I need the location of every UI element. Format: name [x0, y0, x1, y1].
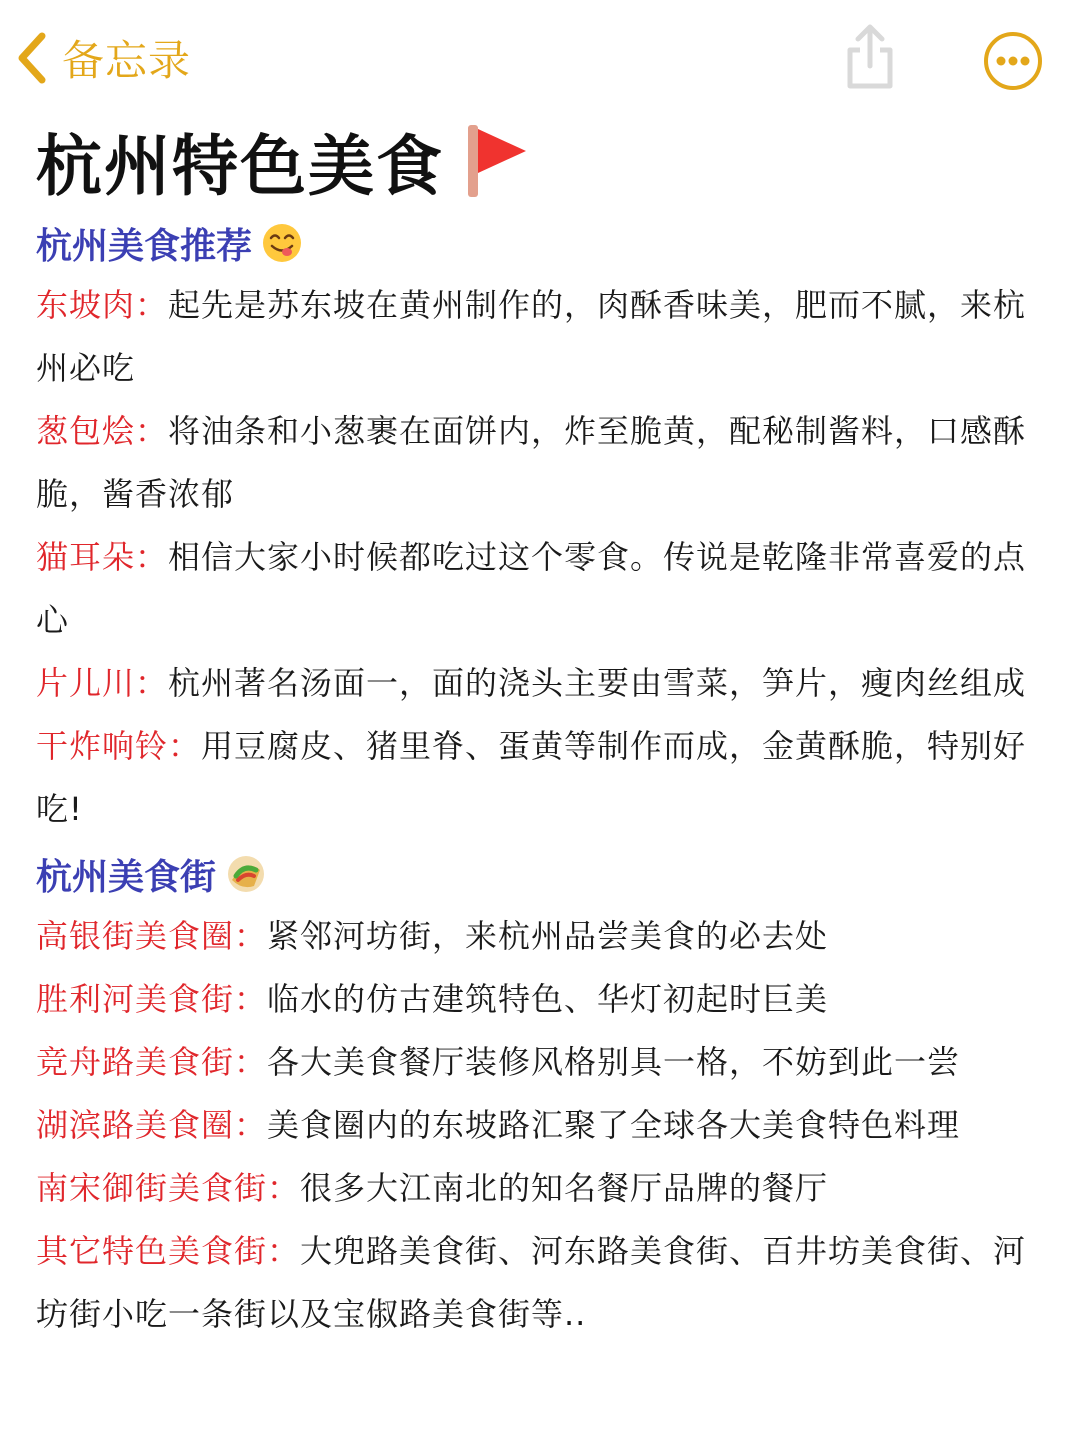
back-label: 备忘录 [62, 36, 192, 85]
item-text: 美食圈内的东坡路汇聚了全球各大美食特色料理 [267, 1106, 961, 1144]
item-text: 相信大家小时候都吃过这个零食。传说是乾隆非常喜爱的点心 [36, 538, 1027, 639]
item-label: 东坡肉： [36, 286, 169, 324]
item-text: 大兜路美食街、河东路美食街、百井坊美食街、河坊街小吃一条街以及宝俶路美食街等.. [36, 1232, 1027, 1333]
item-text: 将油条和小葱裹在面饼内，炸至脆黄，配秘制酱料，口感酥脆，酱香浓郁 [36, 412, 1027, 513]
list-item [36, 1220, 1046, 1346]
list-item [36, 400, 1046, 526]
list-item [36, 526, 1046, 652]
item-text: 临水的仿古建筑特色、华灯初起时巨美 [267, 980, 829, 1018]
more-options-button[interactable] [982, 30, 1044, 92]
item-label: 胜利河美食街： [36, 980, 268, 1018]
list-item [36, 652, 1046, 715]
section-heading-text: 杭州美食推荐 [36, 225, 253, 267]
item-label: 其它特色美食街： [36, 1232, 301, 1270]
note-title: 杭州特色美食 [36, 127, 444, 205]
list-item [36, 968, 1046, 1031]
item-label: 葱包烩： [36, 412, 169, 450]
section-heading-food-street [36, 843, 1046, 905]
item-text: 紧邻河坊街，来杭州品尝美食的必去处 [267, 917, 829, 955]
list-item [36, 1094, 1046, 1157]
item-label: 猫耳朵： [36, 538, 169, 576]
item-label: 干炸响铃： [36, 727, 202, 765]
list-item [36, 274, 1046, 400]
item-label: 片儿川： [36, 664, 169, 702]
section-heading-text: 杭州美食街 [36, 856, 217, 898]
list-item [36, 715, 1046, 841]
list-item [36, 905, 1046, 968]
share-button[interactable] [838, 22, 902, 92]
list-item [36, 1157, 1046, 1220]
note-body [36, 112, 1046, 1346]
item-text: 起先是苏东坡在黄州制作的，肉酥香味美，肥而不腻，来杭州必吃 [36, 286, 1027, 387]
more-ellipsis-icon [982, 30, 1044, 92]
item-text: 很多大江南北的知名餐厅品牌的餐厅 [300, 1169, 829, 1207]
note-title-row [36, 112, 1046, 208]
navigation-bar [0, 0, 1080, 112]
item-label: 竞舟路美食街： [36, 1043, 268, 1081]
item-text: 各大美食餐厅装修风格别具一格，不妨到此一尝 [267, 1043, 961, 1081]
item-text: 杭州著名汤面一，面的浇头主要由雪菜，笋片，瘦肉丝组成 [168, 664, 1027, 702]
list-item [36, 1031, 1046, 1094]
share-icon [838, 22, 902, 92]
yum-face-emoji-icon [260, 221, 304, 265]
item-text: 用豆腐皮、猪里脊、蛋黄等制作而成，金黄酥脆，特别好吃! [36, 727, 1027, 828]
food-taco-emoji-icon [224, 852, 268, 896]
item-label: 南宋御街美食街： [36, 1169, 301, 1207]
item-label: 湖滨路美食圈： [36, 1106, 268, 1144]
item-label: 高银街美食圈： [36, 917, 268, 955]
chevron-left-icon [14, 30, 48, 86]
red-flag-icon [462, 121, 532, 199]
section-heading-recommend [36, 212, 1046, 274]
back-button[interactable] [14, 28, 191, 88]
